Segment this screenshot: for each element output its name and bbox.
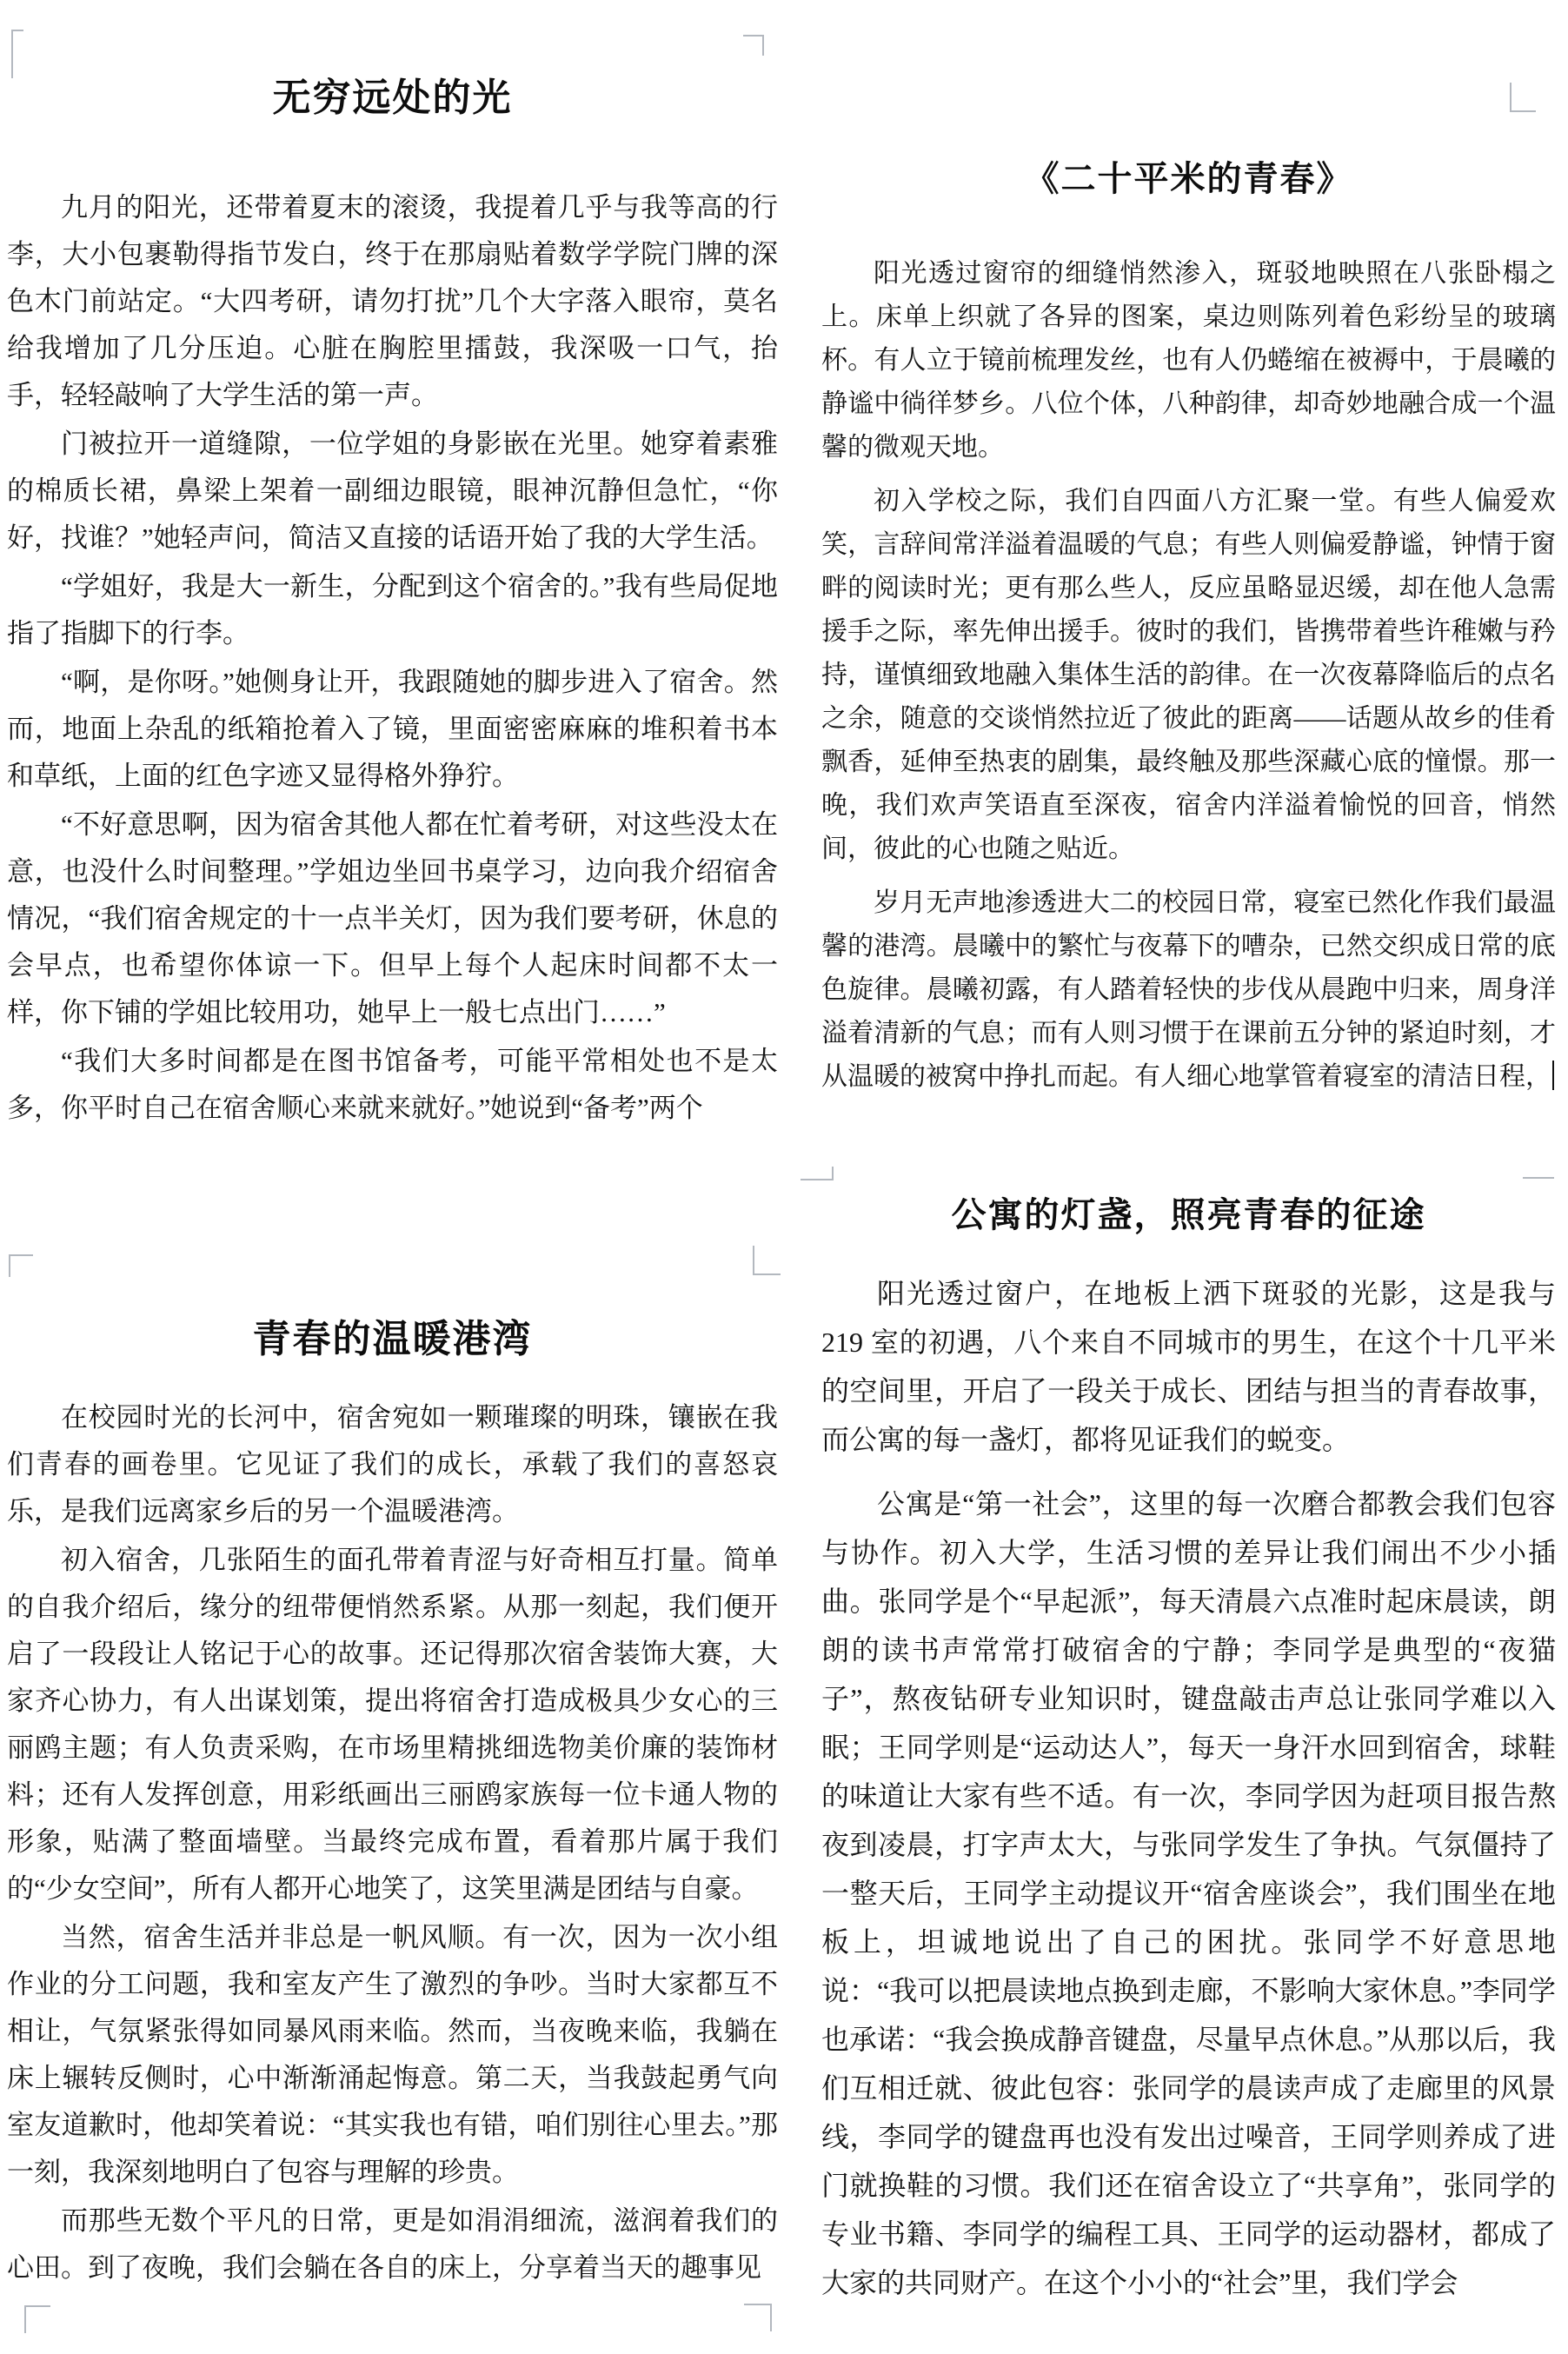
page-corner-mark	[11, 30, 23, 78]
page-corner-mark	[801, 1167, 834, 1180]
essay-body	[7, 184, 778, 1132]
essay-title: 青春的温暖港湾	[252, 1318, 533, 1360]
essay-paragraph: 门被拉开一道缝隙，一位学姐的身影嵌在光里。她穿着素雅的棉质长裙，鼻梁上架着一副细边眼镜，眼神沉静但急忙，“你好，找谁？”她轻声问，简洁又直接的话语开始了我的大学生活。	[7, 429, 778, 553]
essay-paragraph: 公寓是“第一社会”，这里的每一次磨合都教会我们包容与协作。初入大学，生活习惯的差异让我们闹出不少小插曲。张同学是个“早起派”，每天清晨六点准时起床晨读，朗朗的读书声常常打破宿舍的宁静；李同学是典型的“夜猫子”，熬夜钻研专业知识时，键盘敲击声总让张同学难以入眠；王同学则是“运动达人”，每天一身汗水回到宿舍，球鞋的味道让大家有些不适。有一次，李同学因为赶项目报告熬夜到凌晨，打字声太大，与张同学发生了争执。气氛僵持了一整天后，王同学主动提议开“宿舍座谈会”，我们围坐在地板上，坦诚地说出了自己的困扰。张同学不好意思地说：“我可以把晨读地点换到走廊，不影响大家休息。”李同学也承诺：“我会换成静音键盘，尽量早点休息。”从那以后，我们互相迁就、彼此包容：张同学的晨读声成了走廊里的风景线，李同学的键盘再也没有发出过噪音，王同学则养成了进门就换鞋的习惯。我们还在宿舍设立了“共享角”，张同学的专业书籍、李同学的编程工具、王同学的运动器材，都成了大家的共同财产。在这个小小的“社会”里，我们学会	[821, 1488, 1556, 2298]
essay-page-3[interactable]	[7, 1314, 778, 2293]
essay-paragraph: 阳光透过窗帘的细缝悄然渗入，斑驳地映照在八张卧榻之上。床单上织就了各异的图案，桌边则陈列着色彩纷呈的玻璃杯。有人立于镜前梳理发丝，也有人仍蜷缩在被褥中，于晨曦的静谧中徜徉梦乡。八位个体，八种韵律，却奇妙地融合成一个温馨的微观天地。	[821, 259, 1556, 462]
page-corner-mark	[9, 1254, 33, 1277]
page-corner-mark	[743, 35, 764, 56]
essay-title: 无穷远处的光	[272, 76, 513, 119]
essay-paragraph: 初入学校之际，我们自四面八方汇聚一堂。有些人偏爱欢笑，言辞间常洋溢着温暖的气息；有些人则偏爱静谧，钟情于窗畔的阅读时光；更有那么些人，反应虽略显迟缓，却在他人急需援手之际，率先伸出援手。彼时的我们，皆携带着些许稚嫩与矜持，谨慎细致地融入集体生活的韵律。在一次夜幕降临后的点名之余，随意的交谈悄然拉近了彼此的距离——话题从故乡的佳肴飘香，延伸至热衷的剧集，最终触及那些深藏心底的憧憬。那一晚，我们欢声笑语直至深夜，宿舍内洋溢着愉悦的回音，悄然间，彼此的心也随之贴近。	[821, 487, 1556, 863]
essay-paragraph: 在校园时光的长河中，宿舍宛如一颗璀璨的明珠，镶嵌在我们青春的画卷里。它见证了我们的成长，承载了我们的喜怒哀乐，是我们远离家乡后的另一个温暖港湾。	[7, 1402, 778, 1526]
page-corner-mark	[1510, 83, 1536, 112]
essay-paragraph: “我们大多时间都是在图书馆备考，可能平常相处也不是太多，你平时自己在宿舍顺心来就来就好。”她说到“备考”两个	[7, 1046, 778, 1123]
page-corner-mark	[744, 2304, 772, 2331]
essay-page-4[interactable]	[821, 1193, 1556, 2323]
essay-paragraph-text: 岁月无声地渗透进大二的校园日常，寝室已然化作我们最温馨的港湾。晨曦中的繁忙与夜幕下的嘈杂，已然交织成日常的底色旋律。晨曦初露，有人踏着轻快的步伐从晨跑中归来，周身洋溢着清新的气息；而有人则习惯于在课前五分钟的紧迫时刻，才从温暖的被窝中挣扎而起。有人细心地掌管着寝室的清洁日程，	[821, 888, 1556, 1091]
page-corner-mark	[1523, 1165, 1554, 1179]
essay-title: 公寓的灯盏，照亮青春的征途	[951, 1195, 1426, 1234]
essay-paragraph: 阳光透过窗户，在地板上洒下斑驳的光影，这是我与 219 室的初遇，八个来自不同城市的男生，在这个十几平米的空间里，开启了一段关于成长、团结与担当的青春故事，而公寓的每一盏灯，都将见证我们的蜕变。	[821, 1278, 1556, 1455]
essay-paragraph: 当然，宿舍生活并非总是一帆风顺。有一次，因为一次小组作业的分工问题，我和室友产生了激烈的争吵。当时大家都互不相让，气氛紧张得如同暴风雨来临。然而，当夜晚来临，我躺在床上辗转反侧时，心中渐渐涌起悔意。第二天，当我鼓起勇气向室友道歉时，他却笑着说：“其实我也有错，咱们别往心里去。”那一刻，我深刻地明白了包容与理解的珍贵。	[7, 1922, 778, 2187]
essay-paragraph	[821, 881, 1556, 1099]
essay-title: 《二十平米的青春》	[1024, 159, 1353, 198]
essay-paragraph: “不好意思啊，因为宿舍其他人都在忙着考研，对这些没太在意，也没什么时间整理。”学姐边坐回书桌学习，边向我介绍宿舍情况，“我们宿舍规定的十一点半关灯，因为我们要考研，休息的会早点，也希望你体谅一下。但早上每个人起床时间都不太一样，你下铺的学姐比较用功，她早上一般七点出门……”	[7, 809, 778, 1027]
essay-body	[821, 1269, 1556, 2307]
essay-paragraph: “啊，是你呀。”她侧身让开，我跟随她的脚步进入了宿舍。然而，地面上杂乱的纸箱抢着入了镜，里面密密麻麻的堆积着书本和草纸，上面的红色字迹又显得格外狰狞。	[7, 667, 778, 791]
text-cursor	[1552, 1061, 1554, 1090]
page-corner-mark	[24, 2305, 50, 2333]
essay-paragraph: 初入宿舍，几张陌生的面孔带着青涩与好奇相互打量。简单的自我介绍后，缘分的纽带便悄然系紧。从那一刻起，我们便开启了一段段让人铭记于心的故事。还记得那次宿舍装饰大赛，大家齐心协力，有人出谋划策，提出将宿舍打造成极具少女心的三丽鸥主题；有人负责采购，在市场里精挑细选物美价廉的装饰材料；还有人发挥创意，用彩纸画出三丽鸥家族每一位卡通人物的形象，贴满了整面墙壁。当最终完成布置，看着那片属于我们的“少女空间”，所有人都开心地笑了，这笑里满是团结与自豪。	[7, 1545, 778, 1904]
essay-paragraph: 而那些无数个平凡的日常，更是如涓涓细流，滋润着我们的心田。到了夜晚，我们会躺在各自的床上，分享着当天的趣事见	[7, 2205, 778, 2283]
essay-page-2[interactable]	[821, 156, 1556, 1109]
essay-body	[821, 252, 1556, 1099]
essay-page-1[interactable]	[7, 73, 778, 1134]
essay-paragraph: 九月的阳光，还带着夏末的滚烫，我提着几乎与我等高的行李，大小包裹勒得指节发白，终于在那扇贴着数学学院门牌的深色木门前站定。“大四考研，请勿打扰”几个大字落入眼帘，莫名给我增加了几分压迫。心脏在胸腔里擂鼓，我深吸一口气，抬手，轻轻敲响了大学生活的第一声。	[7, 192, 778, 410]
page-corner-mark	[753, 1246, 781, 1275]
essay-paragraph: “学姐好，我是大一新生，分配到这个宿舍的。”我有些局促地指了指脚下的行李。	[7, 571, 778, 648]
essay-body	[7, 1394, 778, 2291]
